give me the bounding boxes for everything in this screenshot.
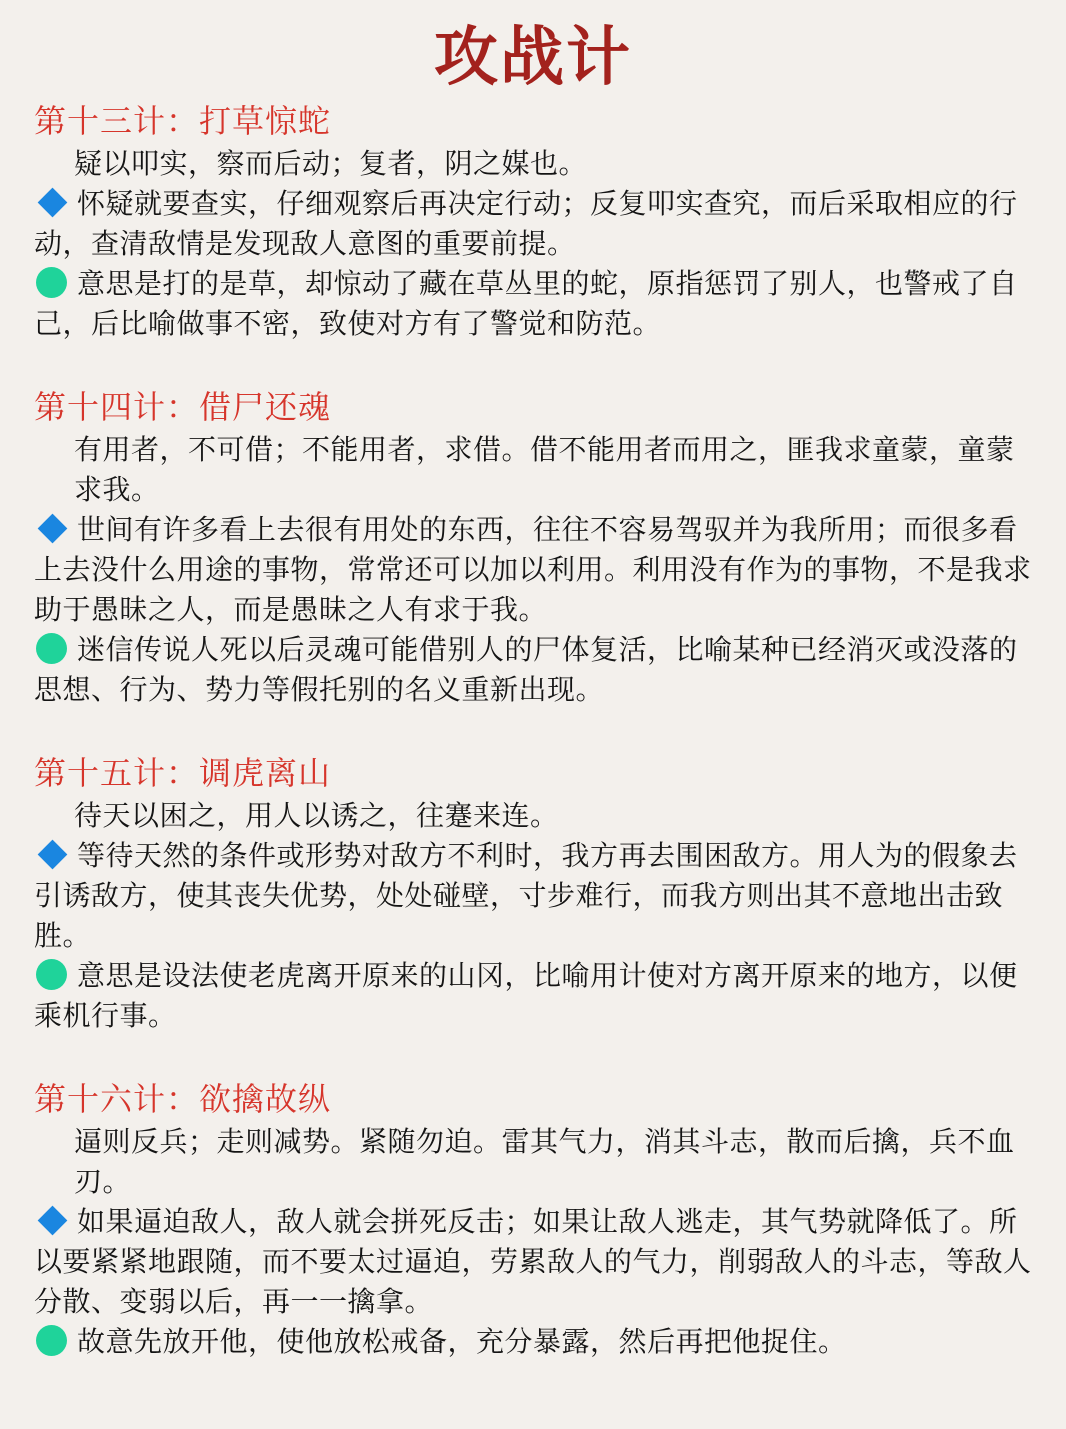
meaning-paragraph <box>34 264 1032 344</box>
green-circle-icon <box>36 959 67 990</box>
explanation-paragraph <box>34 836 1032 956</box>
meaning-paragraph <box>34 1322 1032 1362</box>
meaning-text: 迷信传说人死以后灵魂可能借别人的尸体复活，比喻某种已经消灭或没落的思想、行为、势力等假托别的名义重新出现。 <box>34 633 1018 706</box>
page-title: 攻战计 <box>434 20 632 95</box>
meaning-text: 意思是设法使老虎离开原来的山冈，比喻用计使对方离开原来的地方，以便乘机行事。 <box>34 959 1018 1032</box>
stratagem-heading: 第十六计：欲擒故纵 <box>34 1080 332 1118</box>
original-text: 待天以困之，用人以诱之，往蹇来连。 <box>74 799 559 832</box>
meaning-text: 故意先放开他，使他放松戒备，充分暴露，然后再把他捉住。 <box>77 1325 847 1358</box>
blue-diamond-icon <box>38 840 68 870</box>
meaning-paragraph <box>34 630 1032 710</box>
green-circle-icon <box>36 633 67 664</box>
explanation-paragraph <box>34 184 1032 264</box>
stratagem-heading: 第十四计：借尸还魂 <box>34 388 332 426</box>
explanation-text: 怀疑就要查实，仔细观察后再决定行动；反复叩实查究，而后采取相应的行动，查清敌情是发现敌人意图的重要前提。 <box>34 187 1018 260</box>
explanation-paragraph <box>34 1202 1032 1322</box>
explanation-text: 世间有许多看上去很有用处的东西，往往不容易驾驭并为我所用；而很多看上去没什么用途的事物，常常还可以加以利用。利用没有作为的事物，不是我求助于愚昧之人，而是愚昧之人有求于我。 <box>34 513 1032 626</box>
explanation-paragraph <box>34 510 1032 630</box>
meaning-paragraph <box>34 956 1032 1036</box>
blue-diamond-icon <box>38 514 68 544</box>
meaning-text: 意思是打的是草，却惊动了藏在草丛里的蛇，原指惩罚了别人，也警戒了自己，后比喻做事不密，致使对方有了警觉和防范。 <box>34 267 1018 340</box>
green-circle-icon <box>36 1325 67 1356</box>
original-text: 有用者，不可借；不能用者，求借。借不能用者而用之，匪我求童蒙，童蒙求我。 <box>74 433 1015 506</box>
blue-diamond-icon <box>38 1206 68 1236</box>
stratagem-16 <box>34 1076 1032 1362</box>
stratagem-heading: 第十五计：调虎离山 <box>34 754 332 792</box>
green-circle-icon <box>36 267 67 298</box>
explanation-text: 如果逼迫敌人，敌人就会拼死反击；如果让敌人逃走，其气势就降低了。所以要紧紧地跟随，而不要太过逼迫，劳累敌人的气力，削弱敌人的斗志，等敌人分散、变弱以后，再一一擒拿。 <box>34 1205 1032 1318</box>
blue-diamond-icon <box>38 188 68 218</box>
explanation-text: 等待天然的条件或形势对敌方不利时，我方再去围困敌方。用人为的假象去引诱敌方，使其丧失优势，处处碰壁，寸步难行，而我方则出其不意地出击致胜。 <box>34 839 1018 952</box>
stratagem-13 <box>34 98 1032 344</box>
original-text: 疑以叩实，察而后动；复者，阴之媒也。 <box>74 147 588 180</box>
original-text: 逼则反兵；走则减势。紧随勿迫。雷其气力，消其斗志，散而后擒，兵不血刃。 <box>74 1125 1015 1198</box>
stratagem-heading: 第十三计：打草惊蛇 <box>34 102 332 140</box>
stratagem-14 <box>34 384 1032 710</box>
stratagem-15 <box>34 750 1032 1036</box>
